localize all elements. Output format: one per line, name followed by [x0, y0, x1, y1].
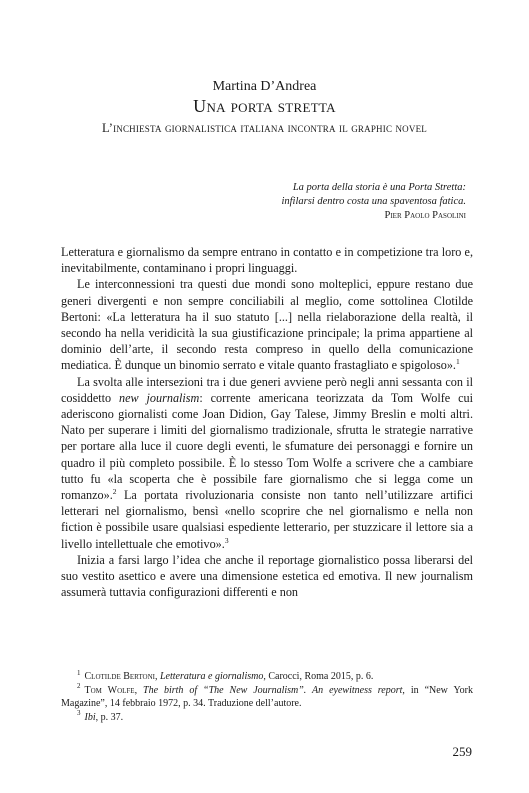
epigraph	[166, 181, 466, 223]
footnotes	[61, 670, 473, 724]
paragraph-3-text-a: La svolta alle intersezioni tra i due generi avviene però negli anni sessanta con il cosiddetto	[61, 374, 473, 405]
epigraph-attribution: Pier Paolo Pasolini	[384, 210, 466, 221]
footnote-1	[61, 670, 473, 684]
footnote-ref-3[interactable]: 3	[224, 535, 229, 545]
footnote-separator: ,	[155, 671, 160, 682]
footnote-number: 1	[77, 668, 81, 677]
footnote-title: Letteratura e giornalismo	[160, 671, 264, 682]
paragraph-1: Letteratura e giornalismo da sempre entrano in contatto e in competizione tra loro e, inevitabilmente, contaminano i propri linguaggi.	[61, 245, 473, 276]
footnote-rest: , p. 37.	[95, 711, 124, 723]
footnote-rest: , Carocci, Roma 2015, p. 6.	[263, 671, 374, 682]
footnote-title: The birth of “The New Journalism”. An eyewitness report	[143, 684, 403, 696]
footnote-rest: , in “New York Magazine”, 14 febbraio 1972, p. 34. Traduzione dell’autore.	[61, 684, 473, 709]
footnote-author: Clotilde Bertoni	[84, 671, 155, 682]
footnote-ref-1[interactable]: 1	[455, 357, 460, 367]
footnote-author: Tom Wolfe	[84, 684, 135, 696]
page-number: 259	[452, 744, 472, 759]
footnote-number: 2	[77, 682, 81, 691]
paragraph-3	[61, 374, 473, 552]
body-text	[61, 244, 473, 600]
epigraph-line-1: La porta della storia è una Porta Stretta:	[292, 182, 466, 193]
paragraph-3-emphasis: new journalism	[119, 390, 200, 405]
paragraph-2	[61, 276, 473, 373]
paragraph-3-text-c: La portata rivoluzionaria consiste non tanto nell’utilizzare artifici letterari nel giornalismo, bensì «nello scoprire che nel giornalismo e nella non fiction è possibile usare qualsiasi espediente letterario, per stuzzicare il lettore sia a livello intellettuale che emotivo».	[61, 488, 473, 551]
chapter-subtitle: L’inchiesta giornalistica italiana incontra il graphic novel	[102, 121, 427, 135]
epigraph-line-2: infilarsi dentro costa una spaventosa fatica.	[281, 196, 466, 207]
paragraph-4: Inizia a farsi largo l’idea che anche il reportage giornalistico possa liberarsi del suo vestito asettico e avere una dimensione estetica ed emotiva. Il new journalism assumerà tuttavia configurazioni differenti e non	[61, 552, 473, 600]
footnote-ref-2[interactable]: 2	[112, 486, 117, 496]
footnote-separator: ,	[134, 684, 144, 696]
footnote-3	[61, 711, 473, 725]
paragraph-2-text: Le interconnessioni tra questi due mondi sono molteplici, eppure restano due generi divergenti e non sempre conciliabili al meglio, come sottolinea Clotilde Bertoni: «La letteratura ha il suo statuto [...] nella rielaborazione della realtà, il secondo ha nella veridicità la sua giustificazione principale; la prima appartiene al dominio dell’arte, il secondo resta compreso in quello della comunicazione mediatica. È dunque un binomio serrato e vitale quanto frastagliato e spigoloso».	[61, 277, 473, 373]
paragraph-3-text-b: : corrente americana teorizzata da Tom Wolfe cui aderiscono giornalisti come Joan Didion, Gay Talese, Jimmy Breslin e molti altri. Nato per superare i limiti del giornalismo tradizionale, sfrutta le strategie narrative per portare alla luce il cuore degli eventi, le sfumature dei personaggi e fornire un quadro il più completo possibile. È lo stesso Tom Wolfe a scrivere che a cambiare tutto fu «la scoperta che è possibile fare giornalismo che si legga come un romanzo».	[61, 390, 473, 503]
footnote-2	[61, 684, 473, 711]
footnote-number: 3	[77, 709, 81, 718]
chapter-title: Una porta stretta	[193, 96, 336, 116]
footnote-title: Ibi	[84, 711, 96, 723]
chapter-author: Martina D’Andrea	[212, 79, 317, 94]
